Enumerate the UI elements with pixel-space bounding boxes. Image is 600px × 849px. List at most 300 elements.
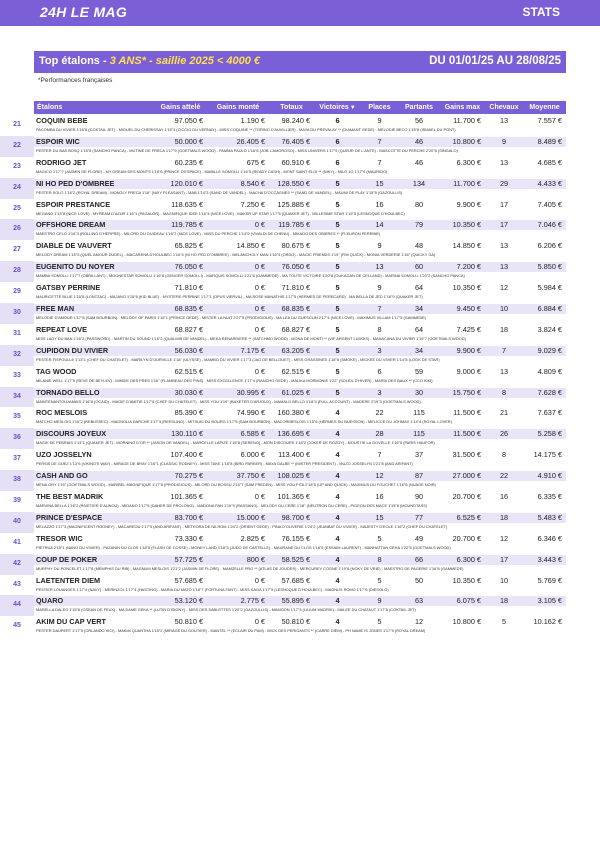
places: 5 <box>377 617 382 627</box>
table-row[interactable] <box>13 595 566 616</box>
sort-down-icon[interactable]: ▼ <box>349 105 356 111</box>
stallion-name[interactable]: TORNADO BELLO <box>34 388 154 398</box>
places: 8 <box>377 324 382 334</box>
chevaux: 17 <box>499 199 509 209</box>
gains-max: 9.900 € <box>456 199 481 209</box>
stallion-name[interactable]: DISCOURS JOYEUX <box>34 429 154 439</box>
rank-number: 34 <box>0 387 34 408</box>
victoires: 4 <box>335 408 340 418</box>
stallion-name[interactable]: UZO JOSSELYN <box>36 450 92 460</box>
progeny-list: PIETRUA 2'15"1 (NANO DU VIVIER) - PAZANIN DU CLOS 1'18"5 (FLASH DE COSSE) - MONEY LAND 1'18"3 (JUDO DE CASTELLE) - MAURANE DU CLOS 1'18"5 (ESSAIM LAURENT) - MANHATTAN CEHA 1'22"6 (GOETMALS WOOD) <box>36 544 451 550</box>
victoires: 4 <box>335 492 340 502</box>
totaux: 98.240 € <box>281 116 310 125</box>
moyenne: 6.884 € <box>523 304 566 314</box>
rank-number: 33 <box>13 371 21 379</box>
partants: 63 <box>398 596 440 606</box>
row-cells <box>34 346 566 356</box>
table-row[interactable] <box>13 575 566 596</box>
progeny-list: MILANIE WELL 1'17"9 (REVE DE BEYLEV) - MINDIE DES PRES 1'16" (FLAMBEAU DES PINS) - MISS EXCELLENCE 1'17"4 (RANCHO GEDE) - MALIKA MORMONIE 1'22" (SOLEIL D'HIVER) - MARIA DES BAUX ** (CCO KIKI) <box>36 377 433 383</box>
moyenne: 3.824 € <box>537 324 562 334</box>
progeny-list: MAURICETTE BLUE 1'15"8 (LONTZAC) - MAJANO 1'15"6 (KID BLUE) - MYSTERE PERRINE 1'17"1 (OPUS VIERVIL) - MA ROSE MANATHIS 1'17"5 (HERMES DE PERECARD) - MA BELLA DE JED 1'16"9 (QUAKER JET) <box>36 294 423 300</box>
gains-max: 9.000 € <box>456 366 481 376</box>
stallion-name[interactable]: OFFSHORE DREAM <box>34 220 154 230</box>
col-places[interactable]: Places <box>368 104 391 111</box>
rank-number: 43 <box>13 580 21 588</box>
stallion-name[interactable]: REPEAT LOVE <box>36 324 87 334</box>
chevaux: 29 <box>485 179 523 189</box>
partants: 90 <box>414 492 424 502</box>
progeny-list: MAGICO 1'17"7 (JASMIN DE FLORE) - MY DREAM DES MONTS 1'16"6 (PRINCE D'ESPACE) - MABILLE SOMOLLI 1'16"5 (READY CASH) - MONT SAINT ELOI ** (NIKY) - MILO 1O 1'17"9 (MAURIDO) <box>36 168 388 174</box>
rank-number: 41 <box>13 538 21 546</box>
row-cells <box>34 283 566 293</box>
gains-attele: 50.000 € <box>154 137 207 147</box>
victoires: 5 <box>335 283 340 293</box>
rank-number: 29 <box>13 288 21 296</box>
table-row[interactable] <box>13 345 566 366</box>
table-row[interactable] <box>13 115 566 136</box>
totaux: 119.785 € <box>269 220 314 230</box>
progeny-list: PESTIER LOUANGES 1'17"4 (NAVY) - MERINZOL 1'17"4 (HASTING) - MARIA DU MATO 1'18"7 (FORTUNA FANT) - MISS SAGA 1'17"9 (LESNOQUE D'HOULBEC) - MAGNUS ROMO 1'17"6 (DIESOLO) <box>36 586 389 592</box>
stallion-name[interactable]: COQUIN BEBE <box>36 116 88 125</box>
gains-max: 14.850 € <box>452 241 481 251</box>
places: 9 <box>377 241 382 251</box>
col-partants[interactable]: Partants <box>404 104 433 111</box>
totaux: 55.895 € <box>269 596 314 606</box>
moyenne: 7.557 € <box>537 116 562 125</box>
table-row[interactable] <box>13 616 566 637</box>
gains-monte: 2.775 € <box>207 596 269 606</box>
row-cells <box>34 200 566 210</box>
totaux: 160.380 € <box>277 408 310 418</box>
gains-attele: 119.785 € <box>154 220 207 230</box>
totaux: 108.025 € <box>269 471 314 481</box>
progeny-list: MELODY DREAM 1'15"5 (QUEL AMOUR DUDEL) - MACARENA D'HOULBEC 1'16"4 (NI HO PED D'OMBREE) - MELANCHOLY MAN 1'16"5 (ORDO) - MAGIC FRIENDS 1'19" (FIM QUICK) - MONIA VERDERIE 1'16" (QUICKY GA) <box>36 252 436 258</box>
places: 13 <box>361 262 398 272</box>
moyenne: 7.046 € <box>523 220 566 230</box>
table-row[interactable] <box>13 136 566 157</box>
gains-attele: 130.110 € <box>154 429 207 439</box>
col-chevaux[interactable]: Chevaux <box>489 104 519 111</box>
progeny-list: MELAZZO 1'17"3 (MAGNIFICENT RODNEY) - MACAREOU 1'17"5 (AND ARIFANT) - METEORA DE NILROM 1'24"2 (ORIENT GEDE) - PINA D'OLIVERIE 1'24"2 (JEANBAT DU VIVIER) - MAJESTY D'EOLE 1'16"2 (CHEF DU CHATELET) <box>36 523 448 529</box>
gains-attele: 68.835 € <box>154 304 207 314</box>
title-prefix: Top étalons - <box>39 55 110 67</box>
totaux: 98.700 € <box>269 513 314 523</box>
table-row[interactable] <box>13 387 566 408</box>
totaux: 71.810 € <box>281 283 310 293</box>
gains-monte: 37.750 € <box>207 471 269 481</box>
date-range: DU 01/01/25 AU 28/08/25 <box>429 55 561 67</box>
table-row[interactable] <box>13 199 566 220</box>
places: 14 <box>361 220 398 230</box>
gains-monte: 0 € <box>207 220 269 230</box>
gains-max: 6.075 € <box>440 596 485 606</box>
gains-monte: 2.825 € <box>240 533 265 543</box>
rank-number: 37 <box>13 455 21 463</box>
places: 16 <box>375 199 384 209</box>
places: 3 <box>361 346 398 356</box>
gains-max: 31.500 € <box>452 450 481 460</box>
row-cells <box>34 137 566 147</box>
progeny-list: PESTER SOLO 1'16"2 (ROYAL DREAM) - MONGLY FRECA 1'16" (NIXY PLEASANT) - MAB 1'14"3 (SAND DE VANDEL) - MACHA D'OCCAGNES ** (SAND DE VANDEL) - MAUMI DE PLAY 1'15"5 (GAZOULLIS) <box>36 189 403 195</box>
gains-attele: 97.050 € <box>174 116 203 125</box>
victoires: 4 <box>314 596 361 606</box>
gains-monte: 0 € <box>254 492 265 502</box>
moyenne: 5.483 € <box>523 513 566 523</box>
magazine-title: 24H LE MAG <box>40 4 128 20</box>
table-row[interactable] <box>13 554 566 575</box>
chevaux: 18 <box>499 324 509 334</box>
partants: 49 <box>414 533 424 543</box>
col-totaux[interactable]: Totaux <box>280 104 303 111</box>
totaux: 60.910 € <box>281 157 310 167</box>
partants: 64 <box>414 283 424 293</box>
gains-monte: 26.405 € <box>207 137 269 147</box>
totaux: 50.810 € <box>281 617 310 627</box>
stallion-name[interactable]: COUP DE POKER <box>34 555 154 565</box>
col-victoires-label: Victoires <box>319 104 349 111</box>
col-gains-max[interactable]: Gains max <box>444 104 481 111</box>
row-cells <box>34 304 566 314</box>
victoires: 5 <box>335 199 340 209</box>
victoires: 4 <box>335 450 340 460</box>
gains-max: 6.525 € <box>440 513 485 523</box>
gains-attele: 101.365 € <box>170 492 203 502</box>
partants: 48 <box>414 241 424 251</box>
moyenne: 4.910 € <box>523 471 566 481</box>
chevaux: 26 <box>485 429 523 439</box>
places: 28 <box>361 429 398 439</box>
table-row[interactable] <box>13 428 566 449</box>
gains-max: 6.300 € <box>440 555 485 565</box>
col-victoires[interactable] <box>314 101 361 114</box>
victoires: 5 <box>314 388 361 398</box>
row-cells <box>34 513 566 523</box>
moyenne: 3.105 € <box>523 596 566 606</box>
gains-monte: 800 € <box>207 555 269 565</box>
moyenne: 5.984 € <box>537 283 562 293</box>
col-etalons[interactable]: Étalons <box>37 104 63 111</box>
row-cells <box>34 262 566 272</box>
rank-number: 31 <box>13 329 21 337</box>
table-row[interactable] <box>13 491 566 512</box>
rank-number: 27 <box>13 246 21 254</box>
table-row[interactable] <box>13 366 566 387</box>
col-gains-monte[interactable]: Gains monté <box>216 104 260 111</box>
section-label[interactable]: STATS <box>522 5 560 19</box>
stallion-name[interactable]: NI HO PED D'OMBREE <box>34 179 154 189</box>
gains-attele: 57.685 € <box>174 575 203 585</box>
gains-monte: 8.540 € <box>207 179 269 189</box>
rank-number: 24 <box>0 178 34 199</box>
chevaux: 12 <box>499 533 509 543</box>
rank-number: 45 <box>13 622 21 630</box>
gains-attele: 120.010 € <box>154 179 207 189</box>
table-row[interactable] <box>13 282 566 303</box>
progeny-list: MARVINA BELLA 1'16"2 (RIVETIER D'AUNOU) - MIDANO 1'17"5 (DAHER DE PROLONG) - MADONA PAN 1'19"9 (RASSANO) - MELODY DU CERE 1'18" (NEUTRON DU CERE) - PIGEON DES MACE 1'15"8 (MOUNDTASS) <box>36 503 428 509</box>
table-row[interactable] <box>13 157 566 178</box>
table-row[interactable] <box>13 470 566 491</box>
totaux: 62.515 € <box>281 366 310 376</box>
chevaux: 21 <box>499 408 509 418</box>
totaux: 125.885 € <box>277 199 310 209</box>
partants: 115 <box>398 429 440 439</box>
footnote: *Performances françaises <box>38 77 113 84</box>
col-gains-attele[interactable]: Gains attelé <box>160 104 201 111</box>
places: 9 <box>361 596 398 606</box>
victoires: 4 <box>314 555 361 565</box>
stallion-name[interactable]: QUARO <box>34 596 154 606</box>
rank-number: 25 <box>13 204 21 212</box>
gains-monte: 0 € <box>207 262 269 272</box>
rank-number: 42 <box>0 554 34 575</box>
stallion-name[interactable]: AKIM DU CAP VERT <box>36 617 107 627</box>
moyenne: 4.685 € <box>537 157 562 167</box>
moyenne: 7.637 € <box>537 408 562 418</box>
rank-number: 28 <box>0 261 34 282</box>
stallion-name[interactable]: EUGENITO DU NOYER <box>34 262 154 272</box>
row-cells <box>34 241 566 251</box>
gains-attele: 85.390 € <box>174 408 203 418</box>
moyenne: 5.258 € <box>523 429 566 439</box>
chevaux: 9 <box>485 137 523 147</box>
stallion-name[interactable]: TAG WOOD <box>36 366 77 376</box>
places: 7 <box>361 304 398 314</box>
progeny-list: MEGANO 1'15"8 (NICE LOVE) - MYREAM D'AZUR 1'16"1 (PAGALOR) - MAGNIFIQUE IDEE 1'16"4 (NICE LOVE) - MAKER UP STAR 1'17"5 (QUAKER JET) - MILLESIME STAR 1'15"5 (LESNOQUE D'HOULBEC) <box>36 210 405 216</box>
gains-attele: 57.725 € <box>154 555 207 565</box>
stallion-name[interactable]: PRINCE D'ESPACE <box>34 513 154 523</box>
table-row[interactable] <box>13 533 566 554</box>
victoires: 6 <box>335 116 340 125</box>
gains-attele: 56.030 € <box>154 346 207 356</box>
table-row[interactable] <box>13 178 566 199</box>
moyenne: 7.628 € <box>523 388 566 398</box>
progeny-list: PACOMBA DU VIVIER 1'16"8 (COKTAIL JET) - MIGUEL DU CHERISSAY 1'15"3 (CICCIO DU VERNAY) - MISS COQUINE ** (TORINO D'AUVILLIER) - MAYA DU PREVALAY ** (DIAMANT GEDE) - MELODIE BECO 1'15"8 (ISMAEL DU PONT) <box>36 127 456 132</box>
row-cells <box>34 388 566 398</box>
gains-max: 10.800 € <box>440 137 485 147</box>
rank-number: 32 <box>0 345 34 366</box>
stallion-name[interactable]: ESPOIR PRESTANCE <box>36 199 111 209</box>
row-cells <box>34 617 566 627</box>
gains-attele: 30.030 € <box>154 388 207 398</box>
table-title <box>39 55 260 67</box>
progeny-list: MELODIE D'AMOUR 1'17"8 (SAM BOURBON) - MELODY OF PARIS 1'16"1 (PRINCE GEDE) - MISTER LA NUIT 2'27"5 (PRODIGIOUS) - MA LEA DU GUESCLIN 2'17"4 (NICE LOVE) - MAXIMUS VILLAM 1'17"5 (GAMMEDE) <box>36 315 427 321</box>
gains-attele: 62.515 € <box>174 366 203 376</box>
totaux: 61.025 € <box>269 388 314 398</box>
row-cells <box>34 429 566 439</box>
chevaux: 10 <box>485 304 523 314</box>
partants: 60 <box>398 262 440 272</box>
stallion-name[interactable]: LAETENTER DIEM <box>36 575 101 585</box>
chevaux: 7 <box>485 346 523 356</box>
progeny-list: PESTER DU BAS BOSQ 1'15"8 (SANCHO PANCA) - MUTINE DE FRECA 1'17"9 (GOETMALS WOOD) - PAMMA PAULO 1'16"6 (JOB L'AMOROSO) - MISS UNIVERS 1'17"9 (QUEUR DE L'ANTE) - MASCOTTE DU PERCHE 2'20"8 (SINGALO) <box>36 147 458 153</box>
places: 5 <box>377 533 382 543</box>
victoires: 4 <box>335 617 340 627</box>
gains-attele: 83.700 € <box>154 513 207 523</box>
row-cells <box>34 492 566 502</box>
moyenne: 6.346 € <box>537 533 562 543</box>
row-cells <box>34 116 566 126</box>
partants: 64 <box>414 324 424 334</box>
partants: 46 <box>414 157 424 167</box>
partants: 134 <box>398 179 440 189</box>
partants: 34 <box>398 346 440 356</box>
gains-monte: 0 € <box>254 575 265 585</box>
victoires: 4 <box>335 533 340 543</box>
places: 16 <box>375 492 384 502</box>
progeny-list: MENA GRY 1'15" (GOETMALS WOOD) - MARIBEL MAGNIFIQUE 1'17"8 (PRODIGIOUS) - MILORD DU BOSSU 2'15"7 (SAM FREDEN) - MISS YOU PITA 2'18"5 (UP AND QUICK) - MAXIMUS DU FOUCHET 1'16"6 (NUAGE NOIR) <box>36 482 436 488</box>
victoires: 6 <box>335 157 340 167</box>
gains-attele: 50.810 € <box>174 617 203 627</box>
victoires: 5 <box>314 346 361 356</box>
moyenne: 8.489 € <box>523 137 566 147</box>
totaux: 58.525 € <box>269 555 314 565</box>
row-cells <box>34 450 566 460</box>
progeny-list: MISS LADY DU BAN 1'16"3 (PASSWORD) - MARTIN DU SOUND 1'16"2 (QUALMIS DE VANDEL) - MEKA RENARDIERE ** (SATCHMO WOOD) - MONA DE MONTI ** (VIF ARGENT LUDOIS) - MANACANA DU VIVIER 1'19"7 (GOETMALS WOOD) <box>36 335 466 341</box>
stallion-name[interactable]: CUPIDON DU VIVIER <box>34 346 154 356</box>
gains-max: 20.700 € <box>452 533 481 543</box>
gains-max: 11.500 € <box>453 408 481 418</box>
gains-monte: 6.000 € <box>240 450 265 460</box>
partants: 66 <box>398 555 440 565</box>
progeny-list: MATCHO MESLOIS 1'15"2 (REBUSSEC) - MAGNOLIA DARCHE 1'17"4 (REESLING) - MITSUKI DU BOURG 1'17"5 (SAM BOURBON) - MACORMESLOIS 1'15"6 (HERMES DU BUESSON) - MELICCE DU JOHMAX 1'14"4 (ROYAL LOVER) <box>36 419 452 425</box>
moyenne: 5.769 € <box>537 575 562 585</box>
gains-max: 11.700 € <box>453 116 481 125</box>
row-cells <box>34 367 566 377</box>
moyenne: 4.809 € <box>537 366 562 376</box>
moyenne: 6.335 € <box>537 492 562 502</box>
gains-attele: 70.275 € <box>154 471 207 481</box>
gains-attele: 68.827 € <box>174 324 203 334</box>
chevaux: 8 <box>501 450 507 460</box>
gains-attele: 65.825 € <box>174 241 203 251</box>
table-row[interactable] <box>13 324 566 345</box>
partants: 79 <box>398 220 440 230</box>
moyenne: 10.162 € <box>533 617 562 627</box>
table-row[interactable] <box>13 219 566 240</box>
progeny-list: PERSIS DE GUEZ 1'13"6 (VIKING'S WAY) - MIRAGE DE BRAY 1'16"1 (CLASSIC RODNEY) - MISS TAKE 1'16"8 (BIRD PARKER) - MAYA GALBE ** (MISTER PRESIDENT) - MUZO JOSSELYN 1'21"8 (AND ARIFANT) <box>36 461 413 467</box>
rank-number: 35 <box>13 413 21 421</box>
gains-monte: 1.190 € <box>240 116 265 125</box>
progeny-list: MAINTENANTOUJAMAIS 1'16"8 (OCAID) - MAGIE D'AMITIE 1'17"6 (CHEF DU CHATELET) - MISS YOU 1'19" (BAXETER D'ARJOUX) - MAMALO BELLO 1'18"4 (FULL ACCOUNT) - MADERE 2'19"3 (GOETMALS WOOD) <box>36 398 421 404</box>
moyenne: 7.405 € <box>537 199 562 209</box>
places: 7 <box>377 157 382 167</box>
table-row[interactable] <box>13 449 566 470</box>
chevaux: 18 <box>485 513 523 523</box>
gains-attele: 76.050 € <box>154 262 207 272</box>
places: 12 <box>361 471 398 481</box>
rank-number: 36 <box>0 428 34 449</box>
places: 15 <box>361 179 398 189</box>
title-highlight: 3 ANS* - saillie 2025 < 4000 € <box>109 55 261 67</box>
stallion-name[interactable]: ESPOIR WIC <box>34 137 154 147</box>
stallion-table <box>13 115 566 637</box>
table-header <box>34 101 566 114</box>
row-cells <box>34 471 566 481</box>
col-moyenne[interactable]: Moyenne <box>529 104 560 111</box>
chevaux: 5 <box>501 617 507 627</box>
table-row[interactable] <box>13 240 566 261</box>
totaux: 76.405 € <box>269 137 314 147</box>
chevaux: 18 <box>485 596 523 606</box>
progeny-list: MURPHY DU PONCELET 1'17"8 (MEMPHIS DU RIB) - MAGNUM MESLOIS 1'21"2 (JASMIN DE FLORE) - MAMZELLE PRO ** (ATLAS DE JOUDES) - MERCUREY COGNE 1'19"6 (NOKY DE VRIE) - MAESTRO DE PAGERIE 1'16"6 (GAMMEDE) <box>36 565 464 571</box>
gains-max: 6.300 € <box>456 157 481 167</box>
places: 8 <box>361 555 398 565</box>
moyenne: 14.175 € <box>533 450 562 460</box>
chevaux: 8 <box>485 388 523 398</box>
stallion-name[interactable]: GATSBY PERRINE <box>36 283 101 293</box>
rank-number: 22 <box>0 136 34 157</box>
places: 5 <box>377 575 382 585</box>
chevaux: 12 <box>499 283 509 293</box>
gains-monte: 0 € <box>207 304 269 314</box>
partants: 34 <box>398 304 440 314</box>
chevaux: 13 <box>499 241 509 251</box>
victoires: 5 <box>314 304 361 314</box>
table-row[interactable] <box>13 512 566 533</box>
partants: 30 <box>398 388 440 398</box>
chevaux: 16 <box>499 492 509 502</box>
moyenne: 9.029 € <box>523 346 566 356</box>
moyenne: 3.443 € <box>523 555 566 565</box>
partants: 50 <box>414 575 424 585</box>
gains-attele: 60.235 € <box>174 157 203 167</box>
stallion-name[interactable]: THE BEST MADRIK <box>36 492 104 502</box>
rank-number: 38 <box>0 470 34 491</box>
stallion-name[interactable]: RODRIGO JET <box>36 157 87 167</box>
table-row[interactable] <box>13 261 566 282</box>
gains-monte: 7.175 € <box>207 346 269 356</box>
chevaux: 13 <box>499 366 509 376</box>
progeny-list: PESTER DAUPERT 1'17"5 (ORLANDO VICI) - MAKIM QUANTHA 1'15"2 (MIRAGE DU GOUTIER) - MANTEL ** (ECLAIR DU PAM) - MICK DES PERIGANTS ** (CARRE DIEM) - PH NAME IS JONES 1'17"9 (ROYAL DREAM) <box>36 628 426 634</box>
table-row[interactable] <box>13 407 566 428</box>
stallion-name[interactable]: CASH AND GO <box>34 471 154 481</box>
gains-max: 7.425 € <box>456 324 481 334</box>
victoires: 5 <box>335 324 340 334</box>
row-cells <box>34 158 566 168</box>
gains-monte: 0 € <box>254 283 265 293</box>
victoires: 5 <box>314 262 361 272</box>
gains-monte: 15.000 € <box>207 513 269 523</box>
totaux: 76.155 € <box>281 533 310 543</box>
stallion-name[interactable]: DIABLE DE VAUVERT <box>36 241 112 251</box>
gains-max: 11.700 € <box>440 179 485 189</box>
victoires: 5 <box>314 179 361 189</box>
moyenne: 4.433 € <box>523 179 566 189</box>
gains-attele: 73.330 € <box>174 533 203 543</box>
progeny-list: MAESTRO CELO 1'16"3 (ROLLING D'HERPRE) - MILORD DU GUIDEAU 1'16"7 (NICE LOVE) - MISS DU PERCHE 1'14"9 (VIVALDI DE CHENU) - MIKADO DES OBIERES ** (FLEURON PERRINE) <box>36 231 381 237</box>
places: 9 <box>377 116 382 125</box>
stallion-name[interactable]: ROC MESLOIS <box>36 408 88 418</box>
gains-monte: 14.850 € <box>236 241 265 251</box>
table-title-bar <box>34 51 566 73</box>
stallion-name[interactable]: FREE MAN <box>34 304 154 314</box>
places: 7 <box>361 137 398 147</box>
gains-max: 10.350 € <box>452 283 481 293</box>
progeny-list: MARELLA DALEO 1'15"6 (OSEAN DE FEUX) - MA DAME GEKA ** (LUTIN D'ISIGNY) - MISS DES SABLETTES 1'20"2 (GAZOULLIS) - MAMOON 1'17"3 (LILIUM MADRIK) - MALEE DU CHATAUT 1'17"5 (COKTAIL JET) <box>36 607 416 613</box>
places: 9 <box>377 283 382 293</box>
gains-monte: 74.990 € <box>236 408 265 418</box>
totaux: 68.827 € <box>281 324 310 334</box>
moyenne: 5.850 € <box>523 262 566 272</box>
row-cells <box>34 596 566 606</box>
gains-monte: 0 € <box>254 617 265 627</box>
gains-monte: 7.250 € <box>240 199 265 209</box>
table-row[interactable] <box>13 303 566 324</box>
rank-number: 21 <box>13 121 21 128</box>
partants: 46 <box>398 137 440 147</box>
stallion-name[interactable]: TRESOR WIC <box>36 533 83 543</box>
rank-number: 40 <box>0 512 34 533</box>
